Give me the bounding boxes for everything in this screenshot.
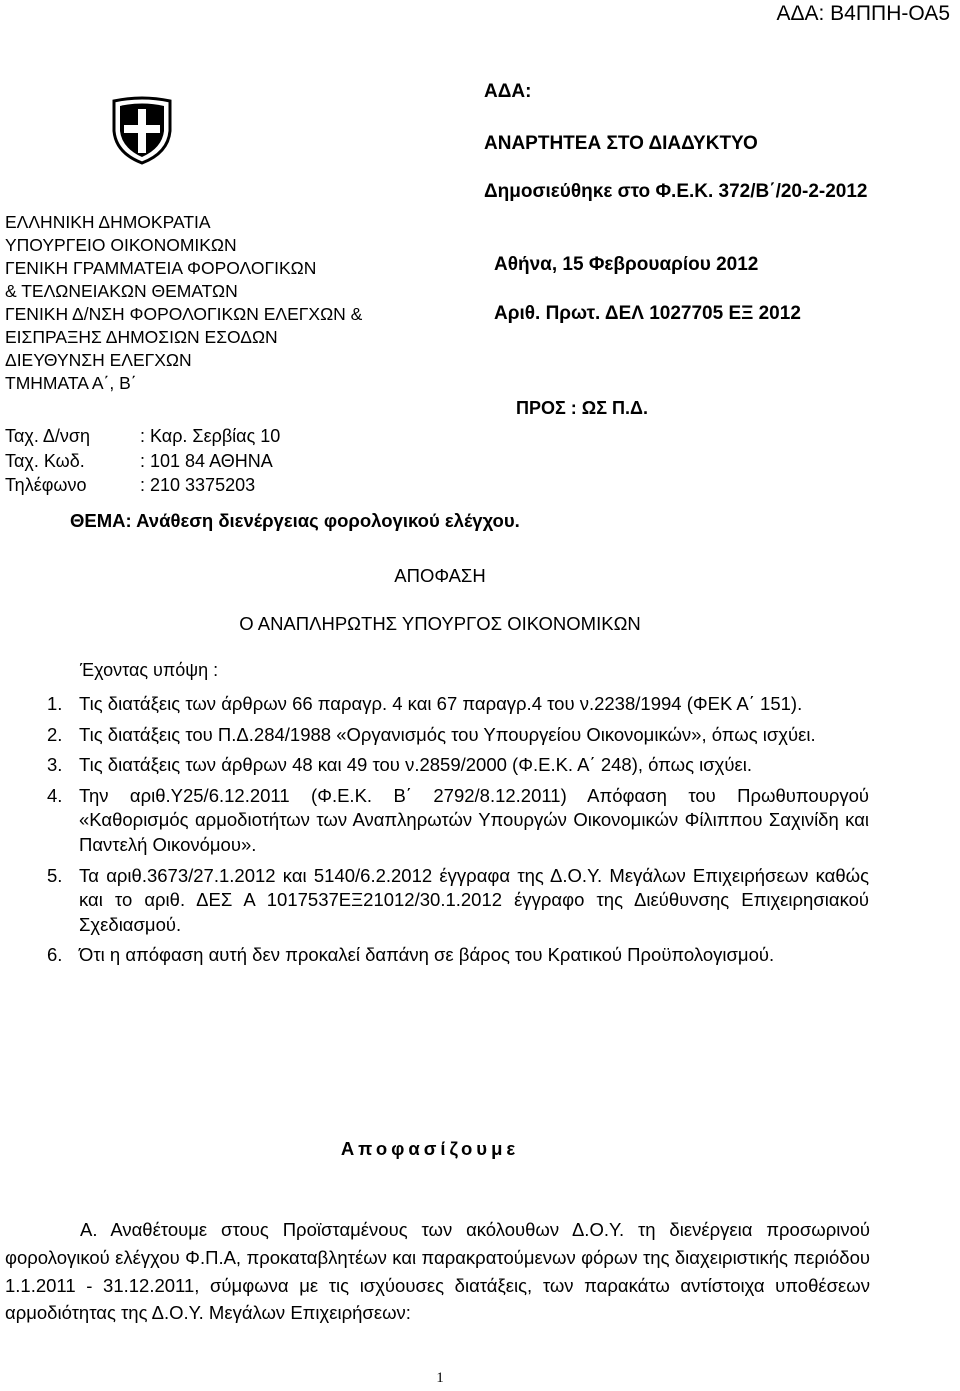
ada-label: ΑΔΑ: (484, 81, 532, 102)
header-line: ΔΙΕΥΘΥΝΣΗ ΕΛΕΓΧΩΝ (5, 350, 192, 370)
considering-label: Έχοντας υπόψη : (80, 660, 219, 680)
item-text: Τις διατάξεις των άρθρων 48 και 49 του ν.2859/2000 (Φ.Ε.Κ. Α΄ 248), όπως ισχύει. (79, 754, 753, 776)
we-decide-heading: Αποφασίζουμε (340, 1138, 520, 1159)
header-line: ΥΠΟΥΡΓΕΙΟ ΟΙΚΟΝΟΜΙΚΩΝ (5, 235, 237, 255)
item-number: 3. (47, 754, 63, 776)
address-row (5, 424, 280, 449)
postal-code-label: Ταχ. Κωδ. (5, 450, 85, 471)
header-line: ΤΜΗΜΑΤΑ Α΄, Β΄ (5, 373, 137, 393)
item-number: 6. (47, 944, 63, 966)
protocol-number: Αριθ. Πρωτ. ΔΕΛ 1027705 ΕΞ 2012 (494, 303, 801, 324)
considerations-list (47, 692, 869, 974)
minister-heading: Ο ΑΝΑΠΛΗΡΩΤΗΣ ΥΠΟΥΡΓΟΣ ΟΙΚΟΝΟΜΙΚΩΝ (239, 613, 641, 634)
subject-line: ΘΕΜΑ: Ανάθεση διενέργειας φορολογικού ελέγχου. (70, 510, 520, 531)
address-row (5, 473, 280, 498)
item-number: 2. (47, 723, 63, 745)
item-text: Ότι η απόφαση αυτή δεν προκαλεί δαπάνη σε βάρος του Κρατικού Προϋπολογισμού. (79, 944, 775, 966)
item-number: 1. (47, 693, 63, 714)
address-block (5, 424, 280, 498)
list-item (47, 943, 869, 968)
decision-heading: ΑΠΟΦΑΣΗ (394, 565, 486, 586)
decision-paragraph (0, 1216, 870, 1327)
header-line: & ΤΕΛΩΝΕΙΑΚΩΝ ΘΕΜΑΤΩΝ (5, 281, 238, 301)
item-number: 5. (47, 864, 63, 886)
header-line: ΓΕΝΙΚΗ Δ/ΝΣΗ ΦΟΡΟΛΟΓΙΚΩΝ ΕΛΕΓΧΩΝ & (5, 304, 363, 324)
phone-value: : 210 3375203 (140, 475, 256, 495)
greek-coat-of-arms-icon (110, 95, 174, 165)
list-item (47, 753, 869, 778)
list-item (47, 864, 869, 938)
item-text: Τα αριθ.3673/27.1.2012 και 5140/6.2.2012 έγγραφα της Δ.Ο.Υ. Μεγάλων Επιχειρήσεων καθώς και το αριθ. ΔΕΣ Α 1017537ΕΞ21012/30.1.2012 έγγραφο της Διεύθυνσης Επιχειρησιακού Σχεδιασμού. (79, 864, 869, 935)
list-item (47, 784, 869, 858)
address-value: : Καρ. Σερβίας 10 (140, 426, 281, 446)
item-number: 4. (47, 784, 63, 806)
publish-online-notice: ΑΝΑΡΤΗΤΕΑ ΣΤΟ ΔΙΑΔΥΚΤΥΟ (484, 133, 758, 154)
item-text: Τις διατάξεις του Π.Δ.284/1988 «Οργανισμός του Υπουργείου Οικονομικών», όπως ισχύει. (79, 723, 816, 745)
issuer-header (5, 211, 362, 395)
recipient: ΠΡΟΣ : ΩΣ Π.Δ. (516, 398, 648, 418)
paragraph-a-text (5, 1216, 870, 1327)
address-label: Ταχ. Δ/νση (5, 426, 91, 446)
list-item (47, 692, 869, 717)
document-date: Αθήνα, 15 Φεβρουαρίου 2012 (494, 254, 759, 275)
published-gazette: Δημοσιεύθηκε στο Φ.Ε.Κ. 372/Β΄/20-2-2012 (484, 181, 868, 202)
list-item (47, 723, 869, 748)
page-number: 1 (436, 1370, 444, 1386)
ada-code: ΑΔΑ: Β4ΠΠΗ-ΟΑ5 (776, 2, 950, 25)
paragraph-a: Α. Αναθέτουμε στους Προϊσταμένους των ακόλουθων Δ.Ο.Υ. τη διενέργεια προσωρινού φορολογικού ελέγχου Φ.Π.Α, προκαταβλητέων και παρακρατούμενων φόρων της διαχειριστικής περιόδου 1.1.2011 - 31.12.2011, σύμφωνα με τις ισχύουσες διατάξεις, των παρακάτω αντίστοιχα υποθέσεων αρμοδιότητας της Δ.Ο.Υ. Μεγάλων Επιχειρήσεων: (5, 1219, 870, 1324)
header-line: ΓΕΝΙΚΗ ΓΡΑΜΜΑΤΕΙΑ ΦΟΡΟΛΟΓΙΚΩΝ (5, 258, 317, 278)
postal-code-value: : 101 84 ΑΘΗΝΑ (140, 450, 273, 471)
header-line: ΕΛΛΗΝΙΚΗ ΔΗΜΟΚΡΑΤΙΑ (5, 212, 211, 232)
item-text: Τις διατάξεις των άρθρων 66 παραγρ. 4 και 67 παραγρ.4 του ν.2238/1994 (ΦΕΚ Α΄ 151). (79, 693, 803, 714)
phone-label: Τηλέφωνο (5, 475, 87, 495)
header-line: ΕΙΣΠΡΑΞΗΣ ΔΗΜΟΣΙΩΝ ΕΣΟΔΩΝ (5, 327, 278, 347)
address-row (5, 449, 280, 474)
item-text: Την αριθ.Υ25/6.12.2011 (Φ.Ε.Κ. Β΄ 2792/8.12.2011) Απόφαση του Πρωθυπουργού «Καθορισμός αρμοδιοτήτων των Αναπληρωτών Υπουργών Οικονομικών Φίλιππου Σαχινίδη και Παντελή Οικονόμου». (79, 784, 869, 855)
